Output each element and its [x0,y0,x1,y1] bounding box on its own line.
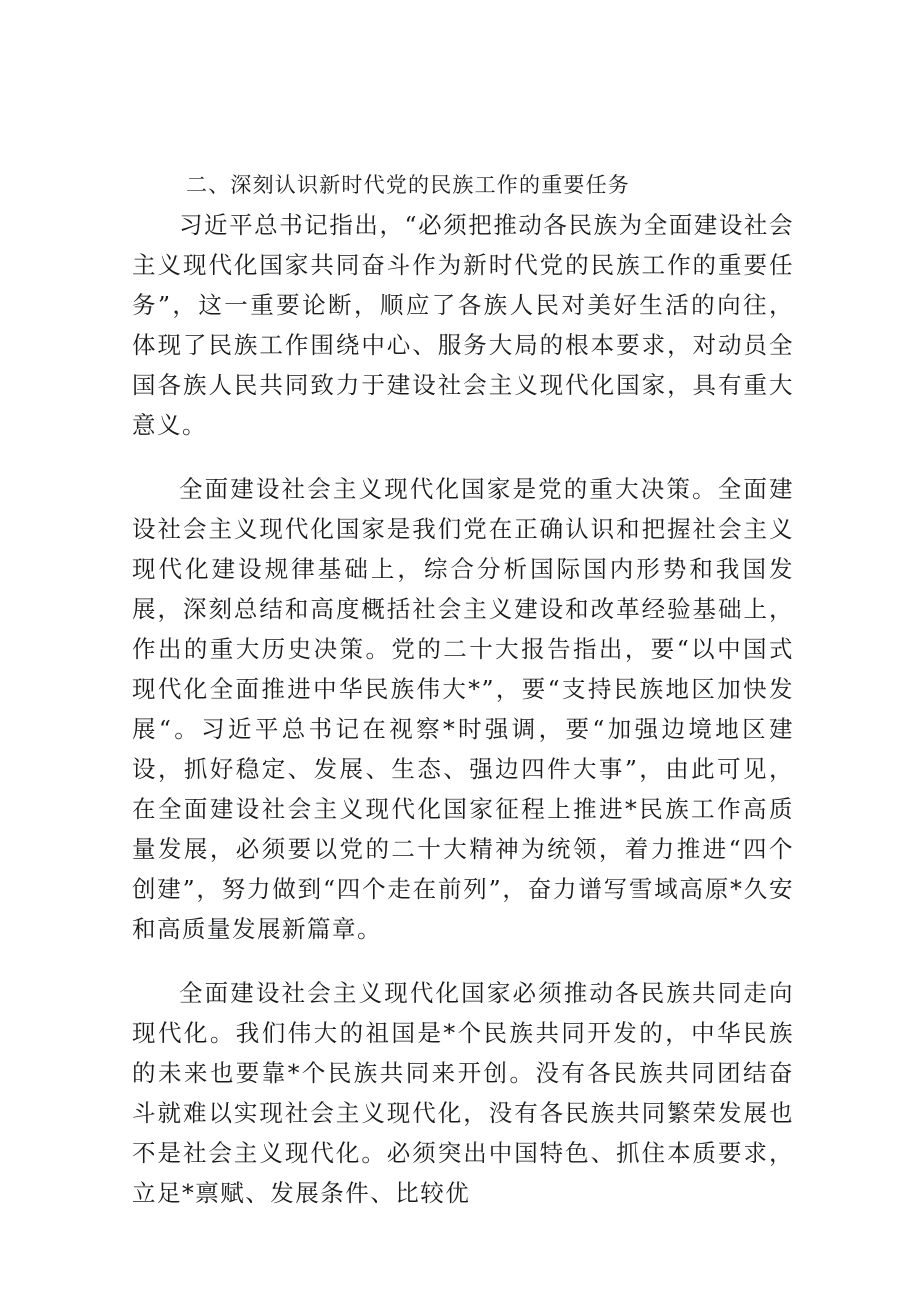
section-heading: 二、深刻认识新时代党的民族工作的重要任务 [186,173,630,197]
paragraph-2: 全面建设社会主义现代化国家是党的重大决策。全面建设社会主义现代化国家是我们党在正确认识和把握社会主义现代化建设规律基础上，综合分析国际国内形势和我国发展，深刻总结和高度概括社会主义建设和改革经验基础上，作出的重大历史决策。党的二十大报告指出，要“以中国式现代化全面推进中华民族伟大*”，要“支持民族地区加快发展“。习近平总书记在视察*时强调，要“加强边境地区建设，抓好稳定、发展、生态、强边四件大事”，由此可见，在全面建设社会主义现代化国家征程上推进*民族工作高质量发展，必须要以党的二十大精神为统领，着力推进“四个创建”，努力做到“四个走在前列”，奋力谱写雪域高原*久安和高质量发展新篇章。 [132,475,794,943]
paragraph-1: 习近平总书记指出，“必须把推动各民族为全面建设社会主义现代化国家共同奋斗作为新时代党的民族工作的重要任务”，这一重要论断，顺应了各族人民对美好生活的向往，体现了民族工作围绕中心、服务大局的根本要求，对动员全国各族人民共同致力于建设社会主义现代化国家，具有重大意义。 [132,211,794,439]
document-body [132,166,794,1213]
paragraph-3: 全面建设社会主义现代化国家必须推动各民族共同走向现代化。我们伟大的祖国是*个民族共同开发的，中华民族的未来也要靠*个民族共同来开创。没有各民族共同团结奋斗就难以实现社会主义现代化，没有各民族共同繁荣发展也不是社会主义现代化。必须突出中国特色、抓住本质要求，立足*禀赋、发展条件、比较优 [132,979,794,1207]
